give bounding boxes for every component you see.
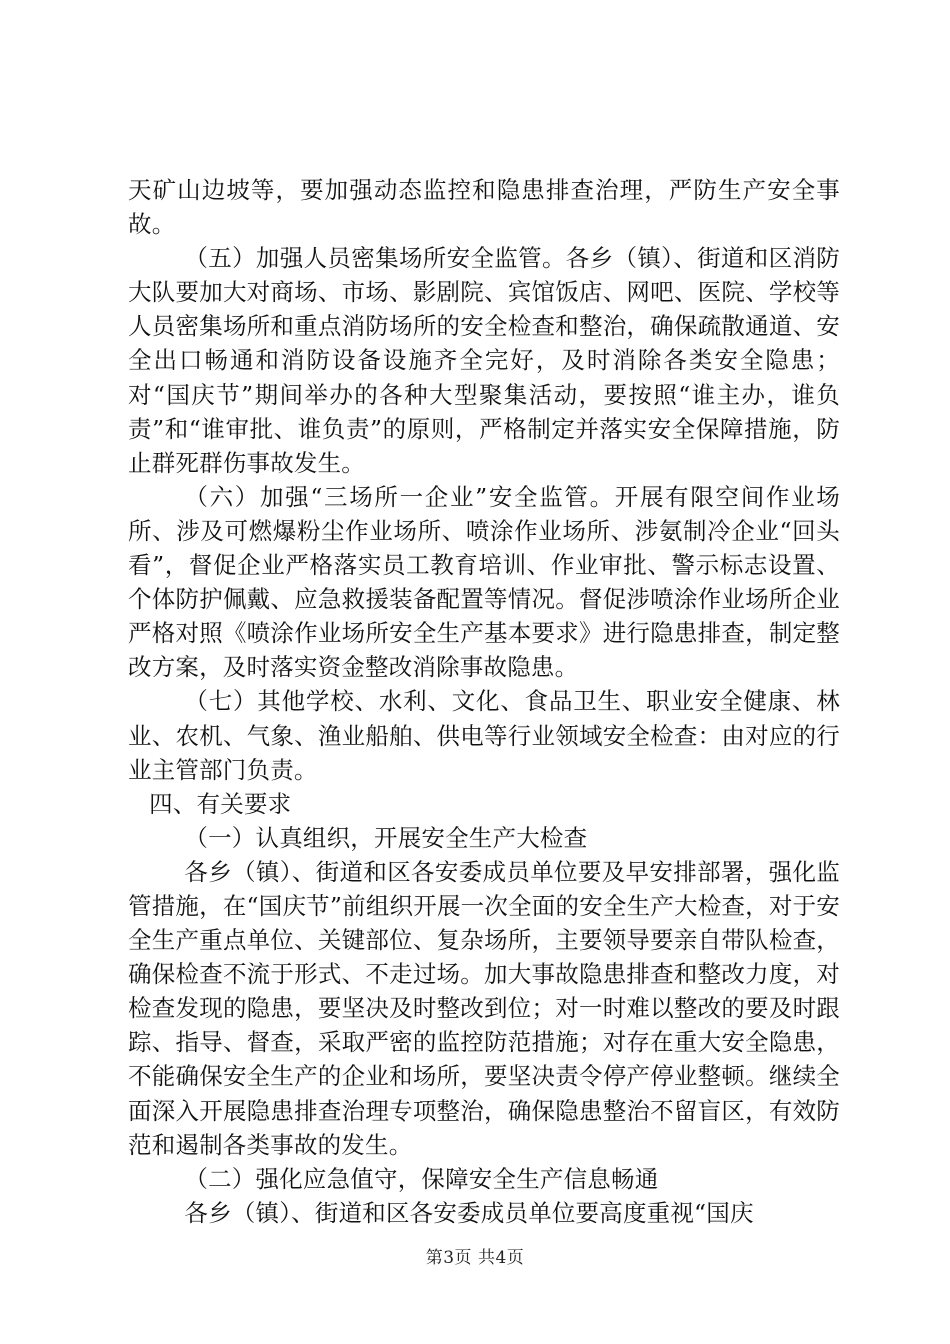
page-number-footer: 第3页 共4页: [425, 1248, 525, 1268]
subsection-heading-2: （二）强化应急值守，保障安全生产信息畅通: [184, 1164, 659, 1193]
subsection-heading-1: （一）认真组织，开展安全生产大检查: [184, 823, 588, 852]
paragraph-item-5: （五）加强人员密集场所安全监管。各乡（镇）、街道和区消防大队要加大对商场、市场、影剧院、宾馆饭店、网吧、医院、学校等人员密集场所和重点消防场所的安全检查和整治，确保疏散通道、安全出口畅通和消防设备设施齐全完好，及时消除各类安全隐患；对“国庆节”期间举办的各种大型聚集活动，要按照“谁主办，谁负责”和“谁审批、谁负责”的原则，严格制定并落实安全保障措施，防止群死群伤事故发生。: [128, 244, 840, 477]
document-body: [128, 173, 840, 1230]
paragraph-requirement-1: 各乡（镇）、街道和区各安委成员单位要及早安排部署，强化监管措施，在“国庆节”前组织开展一次全面的安全生产大检查，对于安全生产重点单位、关键部位、复杂场所，主要领导要亲自带队检查，确保检查不流于形式、不走过场。加大事故隐患排查和整改力度，对检查发现的隐患，要坚决及时整改到位；对一时难以整改的要及时跟踪、指导、督查，采取严密的监控防范措施；对存在重大安全隐患，不能确保安全生产的企业和场所，要坚决责令停产停业整顿。继续全面深入开展隐患排查治理专项整治，确保隐患整治不留盲区，有效防范和遏制各类事故的发生。: [128, 857, 840, 1159]
paragraph-continuation: 天矿山边坡等，要加强动态监控和隐患排查治理，严防生产安全事故。: [128, 176, 840, 239]
paragraph-item-6: （六）加强“三场所一企业”安全监管。开展有限空间作业场所、涉及可燃爆粉尘作业场所、喷涂作业场所、涉氨制冷企业“回头看”，督促企业严格落实员工教育培训、作业审批、警示标志设置、个体防护佩戴、应急救援装备配置等情况。督促涉喷涂作业场所企业严格对照《喷涂作业场所安全生产基本要求》进行隐患排查，制定整改方案，及时落实资金整改消除事故隐患。: [128, 482, 840, 682]
section-heading: 四、有关要求: [149, 789, 292, 818]
paragraph-requirement-2: 各乡（镇）、街道和区各安委成员单位要高度重视“国庆: [184, 1198, 754, 1227]
paragraph-item-7: （七）其他学校、水利、文化、食品卫生、职业安全健康、林业、农机、气象、渔业船舶、供电等行业领域安全检查：由对应的行业主管部门负责。: [128, 687, 840, 784]
